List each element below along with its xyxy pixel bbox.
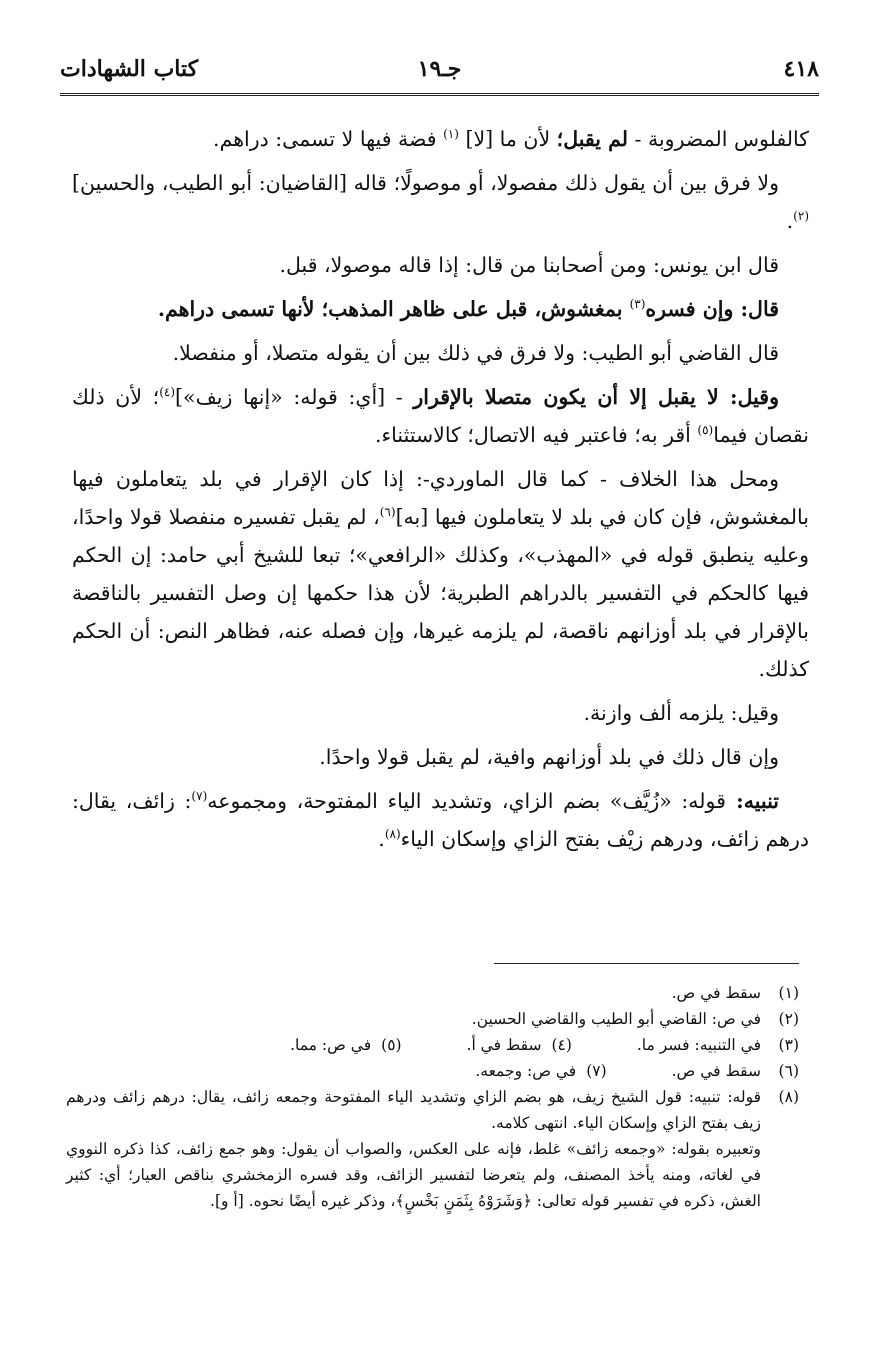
footnote-ref: (٢) [793, 209, 809, 224]
bold-span: بمغشوش، قبل على ظاهر المذهب؛ لأنها تسمى دراهم. [157, 297, 630, 321]
text-span: : زائف، يقال: درهم زائف، ودرهم زيْف بفتح الزاي وإسكان الياء [72, 789, 809, 851]
footnote-number: (٧) [586, 1062, 607, 1080]
footnote-text: في ص: مما. [290, 1036, 372, 1054]
footnote-3-5 [66, 1032, 799, 1058]
text-span: ، لم يقبل تفسيره منفصلا قولا واحدًا، وعليه ينطبق قوله في «المهذب»، وكذلك «الرافعي»؛ تبعا للشيخ أبي حامد: إن الحكم فيها كالحكم في التفسير بالدراهم الطبرية؛ لأن هذا حكمها إن وصل التفسير بالناقصة بالإقرار في بلد أوزانهم ناقصة، لم يلزمه غيرها، وإن فصله عنه، فظاهر النص: أن الحكم كذلك. [72, 505, 809, 681]
volume-label: جـ١٩ [417, 56, 462, 82]
bold-span: تنبيه: [725, 789, 779, 813]
footnote-text-group [66, 1032, 761, 1058]
footnote-6-7 [66, 1058, 799, 1084]
text-span: أقر به؛ فاعتبر فيه الاتصال؛ كالاستثناء. [374, 423, 698, 447]
text-span: فضة فيها لا تسمى: دراهم. [213, 127, 444, 151]
footnote-text: قوله: تنبيه: قول الشيخ زيف، هو بضم الزاي وتشديد الياء المفتوحة وجمعه زائف، يقال: درهم زائف ودرهم زيف بفتح الزاي وإسكان الياء. انتهى كلامه. [66, 1088, 761, 1132]
footnote-7 [475, 1058, 606, 1084]
bold-span: قال: وإن فسره [645, 297, 779, 321]
paragraph-5: قال القاضي أبو الطيب: ولا فرق في ذلك بين أن يقوله متصلا، أو منفصلا. [172, 341, 779, 365]
footnote-2 [66, 1006, 799, 1032]
page-number: ٤١٨ [783, 56, 819, 82]
footnote-text: في ص: وجمعه. [475, 1062, 577, 1080]
paragraph-2 [72, 164, 809, 240]
footnote-ref: (٣) [629, 297, 646, 312]
footnote-text: في التنبيه: فسر ما. [636, 1036, 761, 1054]
footnote-8 [66, 1084, 799, 1214]
footnote-number: (٦) [778, 1062, 799, 1080]
footnote-divider [494, 963, 799, 964]
bold-span: وقيل: لا يقبل إلا أن يكون متصلا بالإقرار [413, 385, 779, 409]
footnote-number: (٨) [778, 1088, 799, 1106]
footnote-ref: (٦) [379, 505, 396, 520]
footnote-4 [467, 1032, 572, 1058]
bold-span: لم يقبل؛ [556, 127, 629, 151]
paragraph-8: وقيل: يلزمه ألف وازنة. [583, 701, 779, 725]
footnote-text: في ص: القاضي أبو الطيب والقاضي الحسين. [471, 1010, 761, 1028]
paragraph-7 [72, 460, 809, 688]
footnote-ref: (٨) [384, 827, 401, 842]
footnote-ref: (٧) [191, 789, 208, 804]
footnote-number: (٥) [381, 1036, 402, 1054]
footnote-number: (٤) [551, 1036, 572, 1054]
paragraph-3: قال ابن يونس: ومن أصحابنا من قال: إذا قاله موصولا، قبل. [279, 253, 779, 277]
footnote-ref: (١) [443, 127, 459, 142]
footnote-1 [66, 980, 799, 1006]
footnote-text-group [66, 1084, 761, 1214]
footnote-text-group [66, 1058, 761, 1084]
paragraph-10 [72, 782, 809, 858]
footnote-ref: (٤) [159, 385, 176, 400]
paragraph-4 [72, 290, 809, 328]
page-header [60, 52, 819, 92]
footnote-text: سقط في ص. [671, 1062, 761, 1080]
paragraph-6 [72, 378, 809, 454]
text-span: ؛ لأن ذلك نقصان فيما [72, 385, 809, 447]
footnote-ref: (٥) [697, 423, 714, 438]
footnote-number: (٢) [778, 1010, 799, 1028]
text-span: قوله: «زُيَّف» بضم الزاي، وتشديد الياء المفتوحة، ومجموعه [207, 789, 726, 813]
text-span: - [أي: قوله: «إنها زيف»] [175, 385, 414, 409]
main-text [72, 120, 809, 864]
paragraph-9: وإن قال ذلك في بلد أوزانهم وافية، لم يقبل قولا واحدًا. [319, 745, 779, 769]
footnote-5 [290, 1032, 402, 1058]
footnote-number: (١) [778, 984, 799, 1002]
text-span: . [786, 209, 794, 233]
footnotes [66, 980, 799, 1214]
book-title: كتاب الشهادات [60, 56, 199, 82]
text-span: ومحل هذا الخلاف - كما قال الماوردي-: إذا كان الإقرار في بلد يتعاملون فيها بالمغشوش، فإن كان في بلد لا يتعاملون فيها [به] [72, 467, 809, 529]
header-divider [60, 93, 819, 96]
text-span: كالفلوس المضروبة - [628, 127, 809, 151]
footnote-number: (٣) [778, 1036, 799, 1054]
text-span: . [378, 827, 385, 851]
paragraph-1 [72, 120, 809, 158]
footnote-text: وتعبيره بقوله: «وجمعه زائف» غلط، فإنه على العكس، والصواب أن يقول: وهو جمع زائف، كذا ذكره النووي في لغاته، ومنه يأخذ المصنف، ولم يتعرضا لتفسير الزائف، وقد فسره الزمخشري بناقص العيار؛ أي: كثير الغش، ذكره في تفسير قوله تعالى: ﴿وَشَرَوْهُ بِثَمَنٍ بَخْسٍ﴾، وذكر غيره أيضًا نحوه. [أ و]. [66, 1140, 761, 1210]
text-span: ولا فرق بين أن يقول ذلك مفصولا، أو موصولًا؛ قاله [القاضيان: أبو الطيب، والحسين] [72, 171, 779, 195]
footnote-text: سقط في أ. [466, 1036, 542, 1054]
text-span: لأن ما [لا] [458, 127, 557, 151]
footnote-text: سقط في ص. [671, 984, 761, 1002]
